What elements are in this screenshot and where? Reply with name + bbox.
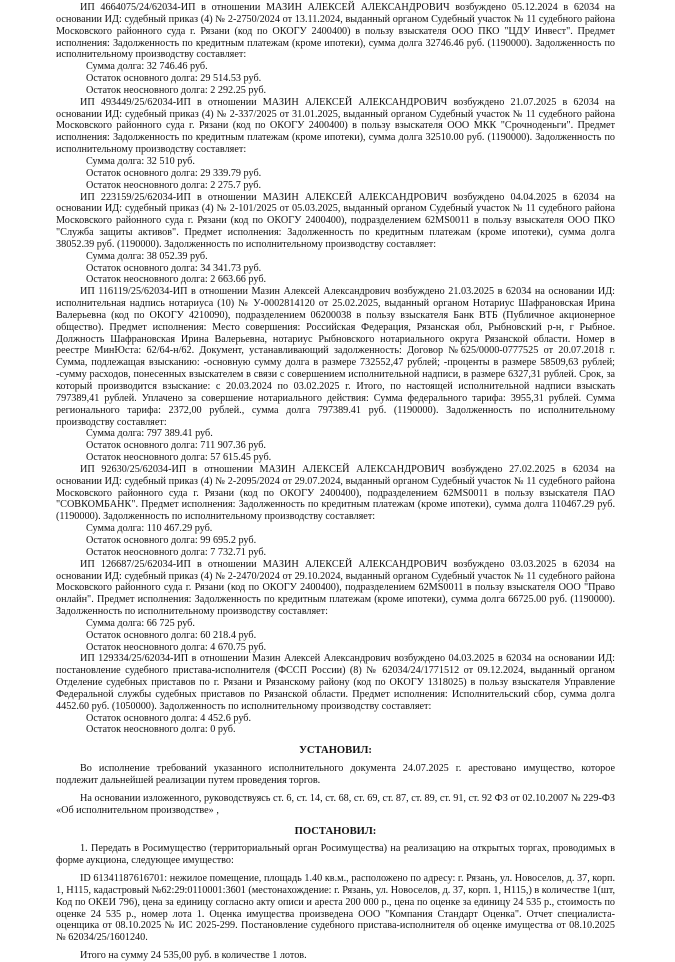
debt-line: Сумма долга: 38 052.39 руб. [86,250,208,262]
debt-line: Остаток неосновного долга: 2 292.25 руб. [86,84,267,96]
proceeding-1 [56,0,615,97]
resolved-section [56,826,615,962]
spacer [56,736,615,745]
proceeding-3 [56,192,615,287]
established-section [56,745,615,816]
debt-line: Остаток неосновного долга: 2 275.7 руб. [86,179,261,191]
resolved-heading: ПОСТАНОВИЛ: [294,825,377,837]
debt-line: Сумма долга: 66 725 руб. [86,617,195,629]
established-paragraph: Во исполнение требований указанного исполнительного документа 24.07.2025 г. арестовано имущество, которое подлежит дальнейшей реализации путем проведения торгов. [56,763,615,786]
property-description: ID 61341187616701: нежилое помещение, площадь 1.40 кв.м., расположено по адресу: г. Рязань, ул. Новоселов, д. 37, корп. 1, Н115, кадастровый №62:29:0110001:3601 (местонахождение: г. Рязань, ул. Новоселов, д. 37, корп. 1, Н115,) в количестве 1(шт, Код по ОКЕИ 796), цена за единицу согласно акту описи и ареста 200 000 р., цена по оценке за единицу 24 535 р., стоимость по оценке 24 535 р., номер лота 1. Оценка имущества произведена ООО "Компания Стандарт Оценка". Отчет специалиста-оценщика от 08.10.2025 № ИС 2025-299. Постановление судебного пристава-исполнителя об оценке имущества от 08.10.2025 № 62034/25/1601240. [56,873,615,944]
debt-line: Остаток основного долга: 34 341.73 руб. [86,262,262,274]
total-line: Итого на сумму 24 535,00 руб. в количестве 1 лотов. [80,950,307,962]
proceeding-7 [56,653,615,736]
proceeding-text: ИП 129334/25/62034-ИП в отношении Мазин Алексей Александрович возбуждено 04.03.2025 в 62034 на основании ИД: постановление судебного пристава-исполнителя (ФССП России) (8) № 62034/24/1771512 от 09.12.2024, выданный органом Отделение судебных приставов по г. Рязани и Рязанскому району (код по ОКОГУ 1318025) в пользу взыскателя Управление Федеральной службы судебных приставов по Рязанской области. Предмет исполнения: Исполнительский сбор, сумма долга 4452.60 руб. (1050000). Задолженность по исполнительному производству составляет: [56,653,615,712]
proceeding-text: ИП 126687/25/62034-ИП в отношении МАЗИН АЛЕКСЕЙ АЛЕКСАНДРОВИЧ возбуждено 03.03.2025 в 62034 на основании ИД: судебный приказ (4) № 2-2470/2024 от 29.10.2024, выданный органом Судебный участок № 11 судебного района Московского районного суда г. Рязани (код по ОКОГУ 2400400), подразделением 62MS0011 в пользу взыскателя ООО "Право онлайн". Предмет исполнения: Задолженность по кредитным платежам (кроме ипотеки), сумма долга 66725.00 руб. (1190000). Задолженность по исполнительному производству составляет: [56,558,615,618]
proceeding-text: ИП 116119/25/62034-ИП в отношении Мазин Алексей Александрович возбуждено 21.03.2025 в 62034 на основании ИД: исполнительная надпись нотариуса (10) № У-0002814120 от 25.02.2025, выданный органом Нотариус Шафрановская Ирина Валерьевна (код по ОКОГУ 4210090), подразделением 06200038 в пользу взыскателя Банк ВТБ (Публичное акционерное общество). Предмет исполнения: Место совершения: Российская Федерация, Рязанская обл, Рыбновский р-н, г Рыбное. Должность Шафрановская Ирина Валерьевна, нотариус Рыбновского нотариального округа Рязанской области. Номер в реестре МинЮста: 62/64-н/62. Документ, устанавливающий задолженность: Договор №625/0000-0777525 от 20.07.2018 г. Сумма, подлежащая взысканию: -основную сумму долга в размере 732552,47 рублей; -проценты в размере 58509,63 рублей; -сумму расходов, понесенных взыскателем в связи с совершением исполнительной надписи, в размере 6327,31 рублей. Срок, за который производится взыскание: с 20.03.2024 по 03.02.2025 г. Итого, по настоящей исполнительной надписи взыскать 797389,41 рублей. Уплачено за совершение нотариального действия: Сумма федерального тарифа: 3955,31 рублей. Сумма регионального тарифа: 2372,00 рублей., сумма долга 797389.41 руб. (1190000). Задолженность по исполнительному производству составляет: [56,286,615,428]
established-heading: УСТАНОВИЛ: [299,745,372,757]
proceeding-5 [56,464,615,559]
proceeding-text: ИП 4664075/24/62034-ИП в отношении МАЗИН АЛЕКСЕЙ АЛЕКСАНДРОВИЧ возбуждено 05.12.2024 в 62034 на основании ИД: судебный приказ (4) № 2-2750/2024 от 13.11.2024, выданный органом Судебный участок № 11 судебного района Московского районного суда г. Рязани (код по ОКОГУ 2400400) в пользу взыскателя ООО ПКО "ЦДУ Инвест". Предмет исполнения: Задолженность по кредитным платежам (кроме ипотеки), сумма долга 32746.46 руб. (1190000). Задолженность по исполнительному производству составляет: [56,2,615,61]
proceeding-2 [56,97,615,192]
debt-line: Сумма долга: 110 467.29 руб. [86,523,213,535]
proceeding-6 [56,559,615,654]
legal-basis-paragraph: На основании изложенного, руководствуясь ст. 6, ст. 14, ст. 68, ст. 69, ст. 87, ст. 89, ст. 91, ст. 92 ФЗ от 02.10.2007 № 229-ФЗ «Об исполнительном производстве» , [56,792,615,816]
debt-line: Остаток основного долга: 4 452.6 руб. [86,712,252,724]
resolution-item-1: 1. Передать в Росимущество (территориальный орган Росимущества) на реализацию на открытых торгах, проводимых в форме аукциона, следующее имущество: [56,843,615,867]
debt-line: Остаток основного долга: 99 695.2 руб. [86,534,257,546]
debt-line: Остаток основного долга: 711 907.36 руб. [86,440,266,452]
debt-line: Остаток неосновного долга: 57 615.45 руб. [86,452,272,464]
debt-line: Остаток неосновного долга: 7 732.71 руб. [86,546,267,558]
debt-line: Сумма долга: 32 510 руб. [86,155,195,167]
proceeding-4 [56,286,615,464]
debt-line: Сумма долга: 32 746.46 руб. [86,61,208,73]
proceeding-text: ИП 493449/25/62034-ИП в отношении МАЗИН АЛЕКСЕЙ АЛЕКСАНДРОВИЧ возбуждено 21.07.2025 в 62034 на основании ИД: судебный приказ (4) № 2-337/2025 от 31.01.2025, выданный органом Судебный участок № 11 судебного района Московского районного суда г. Рязани (код по ОКОГУ 2400400) в пользу взыскателя ООО МКК "Срочноденьги". Предмет исполнения: Задолженность по кредитным платежам (кроме ипотеки), сумма долга 32510.00 руб. (1190000). Задолженность по исполнительному производству составляет: [56,96,615,156]
debt-line: Остаток неосновного долга: 2 663.66 руб. [86,274,267,286]
debt-line: Остаток основного долга: 29 514.53 руб. [86,73,262,85]
proceeding-text: ИП 223159/25/62034-ИП в отношении МАЗИН АЛЕКСЕЙ АЛЕКСАНДРОВИЧ возбуждено 04.04.2025 в 62034 на основании ИД: судебный приказ (4) № 2-101/2025 от 05.03.2025, выданный органом Судебный участок № 11 судебного района Московского районного суда г. Рязани (код по ОКОГУ 2400400), подразделением 62MS0011 в пользу взыскателя ООО ПКО "Служба защиты активов". Предмет исполнения: Задолженность по кредитным платежам (кроме ипотеки), сумма долга 38052.39 руб. (1190000). Задолженность по исполнительному производству составляет: [56,191,615,250]
proceeding-text: ИП 92630/25/62034-ИП в отношении МАЗИН АЛЕКСЕЙ АЛЕКСАНДРОВИЧ возбуждено 27.02.2025 в 62034 на основании ИД: судебный приказ (4) № 2-2095/2024 от 29.07.2024, выданный органом Судебный участок № 11 судебного района Московского районного суда г. Рязани (код по ОКОГУ 2400400), подразделением 62MS0011 в пользу взыскателя ПАО "СОВКОМБАНК". Предмет исполнения: Задолженность по кредитным платежам (кроме ипотеки), сумма долга 110467.29 руб. (1190000). Задолженность по исполнительному производству составляет: [56,463,615,523]
debt-line: Остаток неосновного долга: 4 670.75 руб. [86,641,267,653]
debt-line: Сумма долга: 797 389.41 руб. [86,428,213,440]
debt-line: Остаток основного долга: 29 339.79 руб. [86,167,262,179]
debt-line: Остаток неосновного долга: 0 руб. [86,724,236,736]
spacer [56,817,615,826]
debt-line: Остаток основного долга: 60 218.4 руб. [86,629,257,641]
